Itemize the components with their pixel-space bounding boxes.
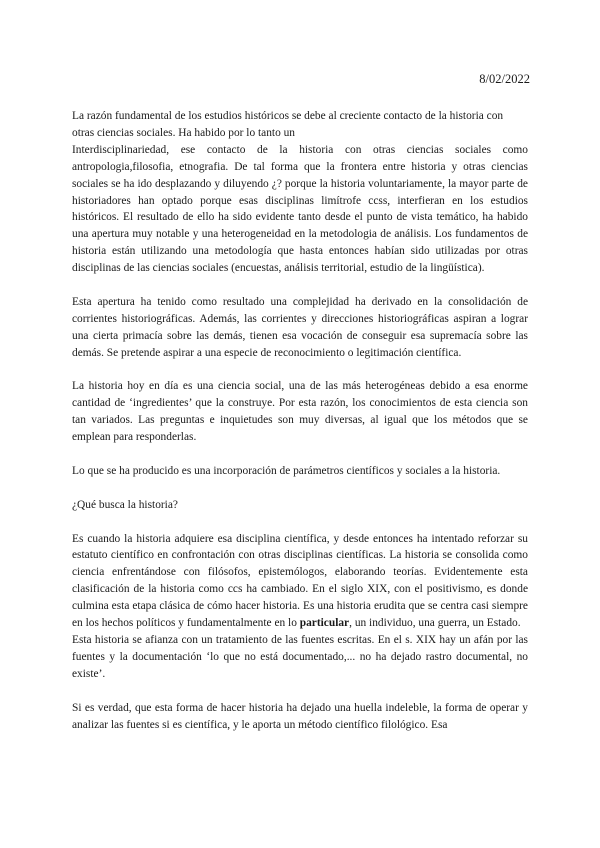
paragraph-text-post: , un individuo, una guerra, un Estado. bbox=[349, 617, 521, 630]
paragraph-ciencia-social: La historia hoy en día es una ciencia social, una de las más heterogéneas debido a esa enorme cantidad de ‘ingredientes’ que la construye. Por esta razón, los conocimientos de esta ciencia son tan variados. Las preguntas e inquietudes son muy diversas, al igual que los métodos que se emplean para responderlas. bbox=[72, 380, 528, 444]
paragraph-disciplina-cientifica bbox=[72, 531, 528, 632]
paragraph-apertura: Esta apertura ha tenido como resultado una complejidad ha derivado en la consolidación de corrientes historiográficas. Además, las corrientes y direcciones historiográficas aspiran a lograr una cierta primacía sobre las demás, tienen esa vocación de conseguir esa supremacía sobre las demás. Se pretende aspirar a una especie de reconocimiento o legitimación científica. bbox=[72, 295, 528, 359]
document-date: 8/02/2022 bbox=[479, 72, 530, 86]
bold-term-particular: particular bbox=[299, 617, 350, 630]
paragraph-fuentes-escritas: Esta historia se afianza con un tratamiento de las fuentes escritas. En el s. XIX hay un afán por las fuentes y la documentación ‘lo que no está documentado,... no ha dejado rastro documental, no existe’. bbox=[72, 634, 528, 680]
paragraph-incorporacion: Lo que se ha producido es una incorporación de parámetros científicos y sociales a la historia. bbox=[72, 464, 501, 477]
document-body bbox=[72, 108, 528, 750]
paragraph-text-pre: Es cuando la historia adquiere esa disciplina científica, y desde entonces ha intentado reforzar su estatuto científico en confrontación con otras disciplinas científicas. La historia se consolida como ciencia enfrentándose con filósofos, epistemólogos, elaborando teorías. Evidentemente esta clasificación de la historia como ccs ha cambiado. En el siglo XIX, con el positivismo, es donde culmina esta etapa clásica de cómo hacer historia. Es una historia erudita que se centra casi siempre en los hechos políticos y fundamentalmente en lo bbox=[72, 532, 528, 630]
paragraph-interdisciplinariedad: Interdisciplinariedad, ese contacto de la historia con otras ciencias sociales como antropologia,filosofia, etnografia. De tal forma que la frontera entre historia y otras ciencias sociales se ha ido desplazando y diluyendo ¿? porque la historia voluntariamente, la mayor parte de historiadores han optado porque esas disciplinas limítrofe ccss, interfieran en los estudios históricos. El resultado de ello ha sido evidente tanto desde el punto de vista temático, ha habido una apertura muy notable y una heterogeneidad en la metodologia de análisis. Los fundamentos de historia están utilizando una metodología que hasta entonces habían sido utilizadas por otras disciplinas de las ciencias sociales (encuestas, análisis territorial, estudio de la lingüística). bbox=[72, 143, 528, 275]
paragraph-intro: La razón fundamental de los estudios históricos se debe al creciente contacto de la historia con otras ciencias sociales. Ha habido por lo tanto un bbox=[72, 110, 504, 139]
paragraph-huella-indeleble: Si es verdad, que esta forma de hacer historia ha dejado una huella indeleble, la forma de operar y analizar las fuentes si es científica, y le aporta un método científico filológico. Esa bbox=[72, 701, 528, 731]
section-question: ¿Qué busca la historia? bbox=[72, 498, 178, 511]
